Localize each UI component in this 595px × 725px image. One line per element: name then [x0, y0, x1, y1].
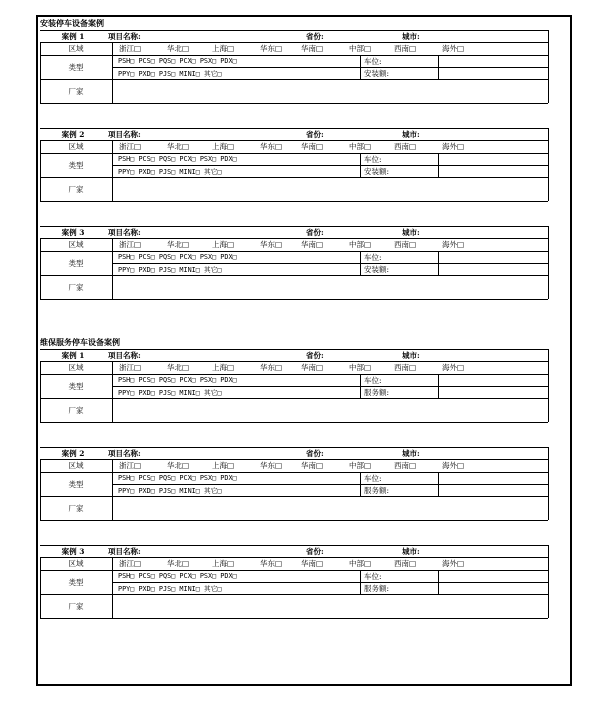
- manufacturer-label: 厂家: [68, 86, 84, 96]
- table-border: [548, 30, 549, 103]
- region-checkbox[interactable]: 中部□: [349, 461, 372, 470]
- region-checkbox[interactable]: 海外□: [442, 142, 465, 151]
- type-options-row: [40, 55, 548, 67]
- section-title: 安装停车设备案例: [40, 18, 104, 28]
- region-checkbox[interactable]: 中部□: [349, 44, 372, 53]
- type-options-row: [40, 582, 548, 594]
- case-table: [40, 226, 548, 299]
- region-label: 区域: [68, 240, 84, 249]
- table-border: [40, 422, 548, 423]
- parking-spaces-label: 车位:: [364, 154, 382, 164]
- city-label: 城市:: [402, 31, 420, 41]
- province-label: 省份:: [306, 546, 324, 556]
- region-checkbox[interactable]: 上海□: [212, 559, 235, 568]
- region-label: 区域: [68, 461, 84, 470]
- type-label: 类型: [68, 479, 84, 489]
- manufacturer-row: [40, 594, 548, 618]
- province-label: 省份:: [306, 31, 324, 41]
- project-name-label: 项目名称:: [108, 129, 141, 139]
- manufacturer-row: [40, 79, 548, 103]
- parking-spaces-label: 车位:: [364, 473, 382, 483]
- table-border: [548, 128, 549, 201]
- region-checkbox[interactable]: 上海□: [212, 44, 235, 53]
- region-label: 区域: [68, 363, 84, 372]
- region-label: 区域: [68, 559, 84, 568]
- case-label: 案例 1: [61, 31, 85, 41]
- region-checkbox[interactable]: 中部□: [349, 559, 372, 568]
- case-header-row: [40, 226, 548, 238]
- case-header-row: [40, 128, 548, 140]
- type-options-line2: PPY□ PXD□ PJS□ MINI□ 其它□: [118, 266, 222, 274]
- region-checkbox[interactable]: 海外□: [442, 44, 465, 53]
- manufacturer-label: 厂家: [68, 601, 84, 611]
- table-border: [548, 545, 549, 618]
- region-checkbox[interactable]: 华东□: [260, 559, 283, 568]
- parking-spaces-label: 车位:: [364, 375, 382, 385]
- region-checkbox[interactable]: 西南□: [394, 142, 417, 151]
- type-options-row: [40, 67, 548, 79]
- case-table: [40, 349, 548, 422]
- region-label: 区域: [68, 44, 84, 53]
- province-label: 省份:: [306, 129, 324, 139]
- region-checkbox[interactable]: 西南□: [394, 240, 417, 249]
- type-options-row: [40, 374, 548, 386]
- region-checkbox[interactable]: 浙江□: [119, 559, 142, 568]
- region-checkbox[interactable]: 华南□: [301, 44, 324, 53]
- region-checkbox[interactable]: 西南□: [394, 363, 417, 372]
- region-checkbox[interactable]: 西南□: [394, 44, 417, 53]
- parking-spaces-label: 车位:: [364, 56, 382, 66]
- case-label: 案例 3: [61, 227, 85, 237]
- region-checkbox[interactable]: 华南□: [301, 559, 324, 568]
- manufacturer-row: [40, 496, 548, 520]
- table-border: [40, 520, 548, 521]
- type-options-line2: PPY□ PXD□ PJS□ MINI□ 其它□: [118, 585, 222, 593]
- project-name-label: 项目名称:: [108, 448, 141, 458]
- region-checkbox[interactable]: 华北□: [167, 461, 190, 470]
- region-checkbox[interactable]: 中部□: [349, 142, 372, 151]
- case-header-row: [40, 447, 548, 459]
- type-label: 类型: [68, 577, 84, 587]
- case-header-row: [40, 30, 548, 42]
- amount-label: 安装额:: [364, 68, 390, 78]
- province-label: 省份:: [306, 448, 324, 458]
- region-checkbox[interactable]: 上海□: [212, 142, 235, 151]
- type-options-line2: PPY□ PXD□ PJS□ MINI□ 其它□: [118, 487, 222, 495]
- type-options-row: [40, 484, 548, 496]
- region-checkbox[interactable]: 上海□: [212, 461, 235, 470]
- table-border: [548, 447, 549, 520]
- table-border: [40, 618, 548, 619]
- type-options-row: [40, 263, 548, 275]
- region-checkbox[interactable]: 浙江□: [119, 363, 142, 372]
- region-checkbox[interactable]: 海外□: [442, 559, 465, 568]
- case-header-row: [40, 545, 548, 557]
- type-options-line2: PPY□ PXD□ PJS□ MINI□ 其它□: [118, 389, 222, 397]
- region-checkbox[interactable]: 西南□: [394, 461, 417, 470]
- type-options-line1: PSH□ PCS□ PQS□ PCX□ PSX□ PDX□: [118, 253, 237, 261]
- case-label: 案例 2: [61, 448, 85, 458]
- type-options-row: [40, 386, 548, 398]
- region-checkbox[interactable]: 海外□: [442, 363, 465, 372]
- project-name-label: 项目名称:: [108, 546, 141, 556]
- manufacturer-label: 厂家: [68, 282, 84, 292]
- case-table: [40, 545, 548, 618]
- type-options-line2: PPY□ PXD□ PJS□ MINI□ 其它□: [118, 70, 222, 78]
- region-checkbox[interactable]: 海外□: [442, 461, 465, 470]
- region-checkbox[interactable]: 华东□: [260, 44, 283, 53]
- city-label: 城市:: [402, 546, 420, 556]
- manufacturer-row: [40, 275, 548, 299]
- manufacturer-label: 厂家: [68, 405, 84, 415]
- manufacturer-label: 厂家: [68, 184, 84, 194]
- region-row: [40, 459, 548, 472]
- region-row: [40, 238, 548, 251]
- region-checkbox[interactable]: 中部□: [349, 363, 372, 372]
- region-checkbox[interactable]: 华东□: [260, 240, 283, 249]
- region-checkbox[interactable]: 华东□: [260, 461, 283, 470]
- amount-label: 服务额:: [364, 583, 390, 593]
- manufacturer-row: [40, 177, 548, 201]
- region-checkbox[interactable]: 浙江□: [119, 142, 142, 151]
- table-border: [40, 103, 548, 104]
- region-label: 区域: [68, 142, 84, 151]
- type-options-row: [40, 472, 548, 484]
- region-checkbox[interactable]: 浙江□: [119, 240, 142, 249]
- case-label: 案例 3: [61, 546, 85, 556]
- type-options-line1: PSH□ PCS□ PQS□ PCX□ PSX□ PDX□: [118, 155, 237, 163]
- type-options-row: [40, 153, 548, 165]
- type-options-row: [40, 570, 548, 582]
- city-label: 城市:: [402, 448, 420, 458]
- type-options-row: [40, 251, 548, 263]
- project-name-label: 项目名称:: [108, 31, 141, 41]
- region-checkbox[interactable]: 浙江□: [119, 461, 142, 470]
- type-options-line1: PSH□ PCS□ PQS□ PCX□ PSX□ PDX□: [118, 376, 237, 384]
- parking-spaces-label: 车位:: [364, 571, 382, 581]
- region-checkbox[interactable]: 华南□: [301, 363, 324, 372]
- region-checkbox[interactable]: 华东□: [260, 142, 283, 151]
- city-label: 城市:: [402, 129, 420, 139]
- section-title: 维保服务停车设备案例: [40, 337, 120, 347]
- table-border: [40, 299, 548, 300]
- region-checkbox[interactable]: 西南□: [394, 559, 417, 568]
- amount-label: 服务额:: [364, 485, 390, 495]
- region-row: [40, 140, 548, 153]
- type-options-line1: PSH□ PCS□ PQS□ PCX□ PSX□ PDX□: [118, 57, 237, 65]
- region-checkbox[interactable]: 华南□: [301, 240, 324, 249]
- table-border: [548, 226, 549, 299]
- region-checkbox[interactable]: 华北□: [167, 363, 190, 372]
- type-options-line1: PSH□ PCS□ PQS□ PCX□ PSX□ PDX□: [118, 572, 237, 580]
- type-options-line2: PPY□ PXD□ PJS□ MINI□ 其它□: [118, 168, 222, 176]
- region-row: [40, 42, 548, 55]
- region-checkbox[interactable]: 华南□: [301, 142, 324, 151]
- parking-spaces-label: 车位:: [364, 252, 382, 262]
- region-checkbox[interactable]: 华北□: [167, 142, 190, 151]
- table-border: [548, 349, 549, 422]
- province-label: 省份:: [306, 350, 324, 360]
- region-checkbox[interactable]: 浙江□: [119, 44, 142, 53]
- region-checkbox[interactable]: 华北□: [167, 240, 190, 249]
- table-border: [40, 201, 548, 202]
- amount-label: 服务额:: [364, 387, 390, 397]
- amount-label: 安装额:: [364, 264, 390, 274]
- type-label: 类型: [68, 62, 84, 72]
- city-label: 城市:: [402, 350, 420, 360]
- amount-label: 安装额:: [364, 166, 390, 176]
- city-label: 城市:: [402, 227, 420, 237]
- type-label: 类型: [68, 258, 84, 268]
- case-label: 案例 2: [61, 129, 85, 139]
- region-row: [40, 361, 548, 374]
- manufacturer-label: 厂家: [68, 503, 84, 513]
- type-label: 类型: [68, 160, 84, 170]
- type-options-line1: PSH□ PCS□ PQS□ PCX□ PSX□ PDX□: [118, 474, 237, 482]
- type-label: 类型: [68, 381, 84, 391]
- project-name-label: 项目名称:: [108, 350, 141, 360]
- region-checkbox[interactable]: 上海□: [212, 240, 235, 249]
- region-checkbox[interactable]: 上海□: [212, 363, 235, 372]
- type-options-row: [40, 165, 548, 177]
- case-header-row: [40, 349, 548, 361]
- case-table: [40, 30, 548, 103]
- region-checkbox[interactable]: 华北□: [167, 44, 190, 53]
- project-name-label: 项目名称:: [108, 227, 141, 237]
- case-table: [40, 447, 548, 520]
- manufacturer-row: [40, 398, 548, 422]
- region-row: [40, 557, 548, 570]
- region-checkbox[interactable]: 华南□: [301, 461, 324, 470]
- case-label: 案例 1: [61, 350, 85, 360]
- province-label: 省份:: [306, 227, 324, 237]
- region-checkbox[interactable]: 华北□: [167, 559, 190, 568]
- case-table: [40, 128, 548, 201]
- region-checkbox[interactable]: 海外□: [442, 240, 465, 249]
- region-checkbox[interactable]: 华东□: [260, 363, 283, 372]
- region-checkbox[interactable]: 中部□: [349, 240, 372, 249]
